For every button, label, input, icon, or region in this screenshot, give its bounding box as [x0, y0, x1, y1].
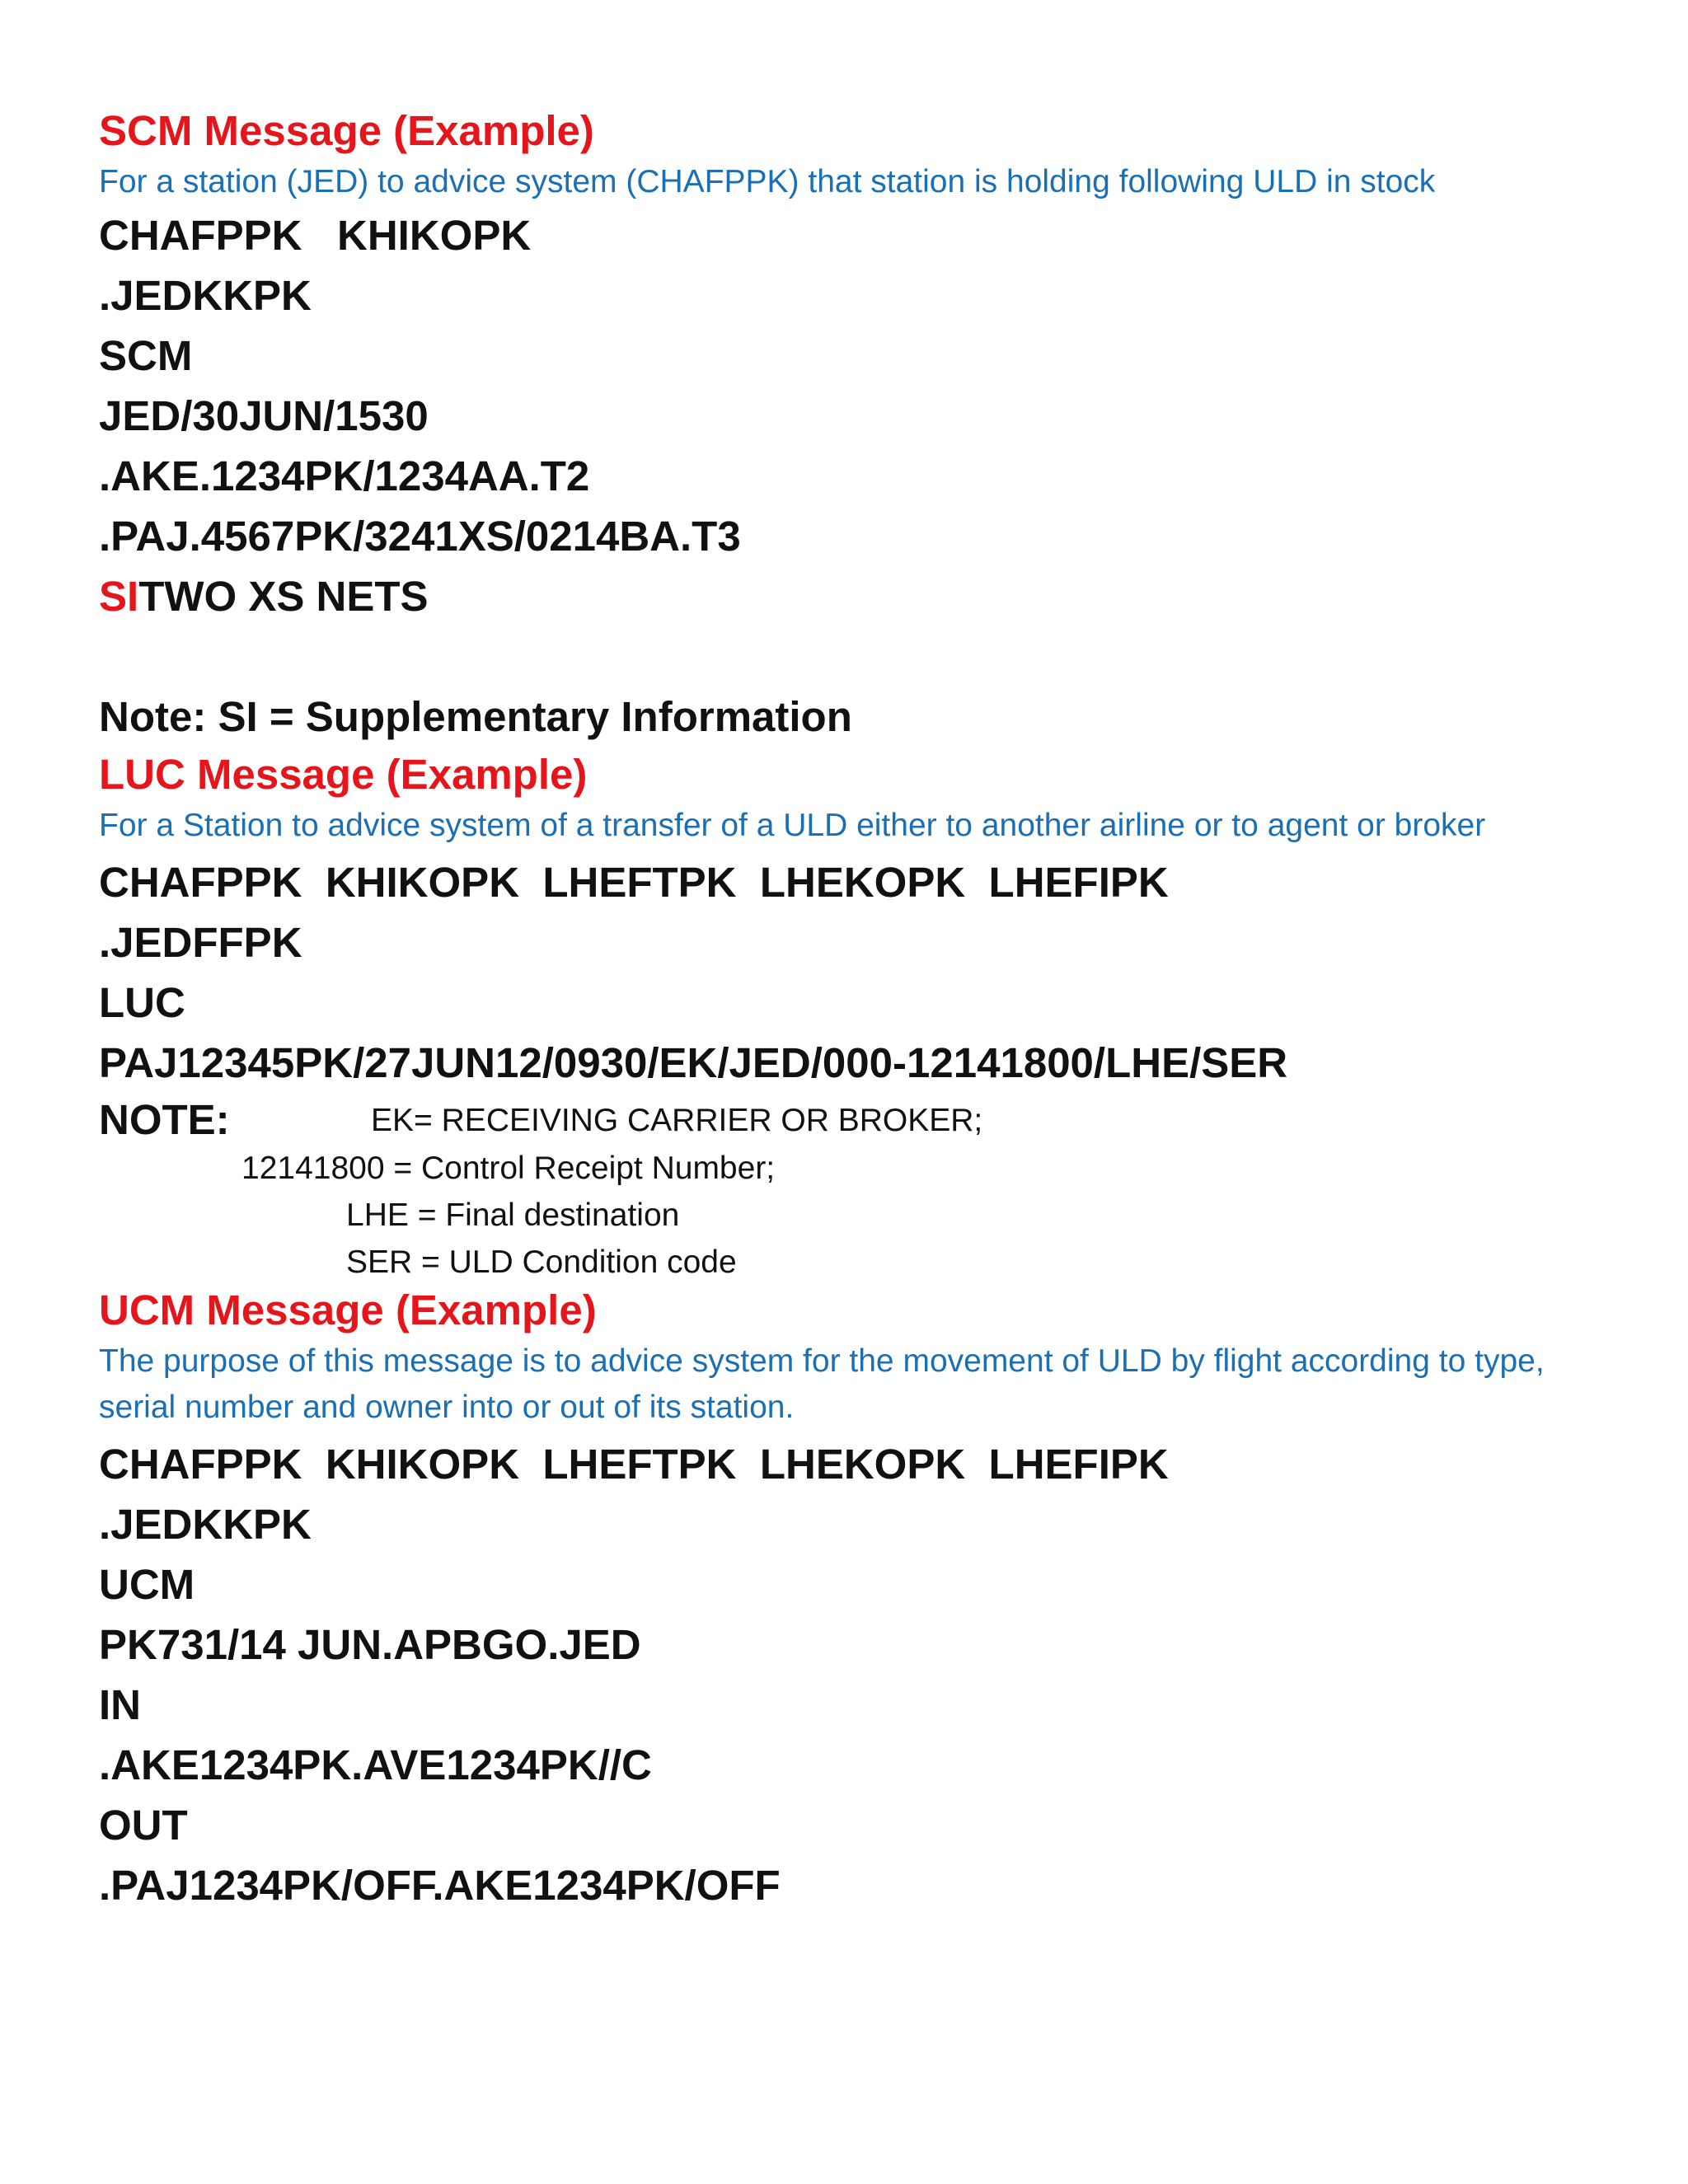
scm-line-2: .JEDKKPK: [99, 272, 312, 319]
scm-line-3: SCM: [99, 332, 193, 379]
luc-heading: LUC Message (Example): [99, 751, 588, 798]
scm-line-4: JED/30JUN/1530: [99, 392, 429, 439]
scm-line-5: .AKE.1234PK/1234AA.T2: [99, 452, 590, 499]
scm-note: Note: SI = Supplementary Information: [99, 693, 852, 740]
scm-description: For a station (JED) to advice system (CHAFPPK) that station is holding following ULD in stock: [99, 164, 1436, 199]
luc-section: [99, 747, 1632, 1282]
scm-si-line: [99, 566, 1632, 626]
scm-heading: SCM Message (Example): [99, 107, 594, 154]
blank-line: [99, 626, 1632, 687]
luc-note-1: EK= RECEIVING CARRIER OR BROKER;: [371, 1103, 983, 1138]
ucm-description: The purpose of this message is to advice system for the movement of ULD by flight according to type, serial number and owner into or out of its station.: [99, 1343, 1545, 1425]
scm-si-prefix: SI: [99, 573, 139, 620]
luc-notes: [99, 1093, 1632, 1282]
ucm-line-5: IN: [99, 1681, 141, 1728]
ucm-heading: UCM Message (Example): [99, 1286, 597, 1333]
ucm-line-2: .JEDKKPK: [99, 1501, 312, 1548]
ucm-section: [99, 1282, 1632, 1915]
ucm-line-7: OUT: [99, 1802, 188, 1849]
luc-line-1: CHAFPPK KHIKOPK LHEFTPK LHEKOPK LHEFIPK: [99, 859, 1169, 906]
luc-note-label: NOTE:: [99, 1096, 230, 1143]
ucm-line-8: .PAJ1234PK/OFF.AKE1234PK/OFF: [99, 1862, 781, 1909]
ucm-line-1: CHAFPPK KHIKOPK LHEFTPK LHEKOPK LHEFIPK: [99, 1441, 1169, 1488]
ucm-line-4: PK731/14 JUN.APBGO.JED: [99, 1621, 641, 1668]
ucm-line-6: .AKE1234PK.AVE1234PK//C: [99, 1741, 652, 1788]
luc-line-2: .JEDFFPK: [99, 919, 302, 966]
scm-si-text: TWO XS NETS: [138, 573, 429, 620]
luc-line-4: PAJ12345PK/27JUN12/0930/EK/JED/000-12141800/LHE/SER: [99, 1039, 1288, 1086]
luc-note-3: LHE = Final destination: [346, 1197, 680, 1233]
luc-line-3: LUC: [99, 979, 185, 1026]
scm-line-1: CHAFPPK KHIKOPK: [99, 212, 532, 259]
document-page: [99, 103, 1632, 1915]
luc-description: For a Station to advice system of a transfer of a ULD either to another airline or to agent or broker: [99, 808, 1486, 843]
scm-section: [99, 103, 1632, 747]
luc-note-4: SER = ULD Condition code: [346, 1244, 737, 1280]
ucm-line-3: UCM: [99, 1561, 195, 1608]
luc-note-2: 12141800 = Control Receipt Number;: [241, 1151, 776, 1186]
scm-line-6: .PAJ.4567PK/3241XS/0214BA.T3: [99, 513, 741, 560]
